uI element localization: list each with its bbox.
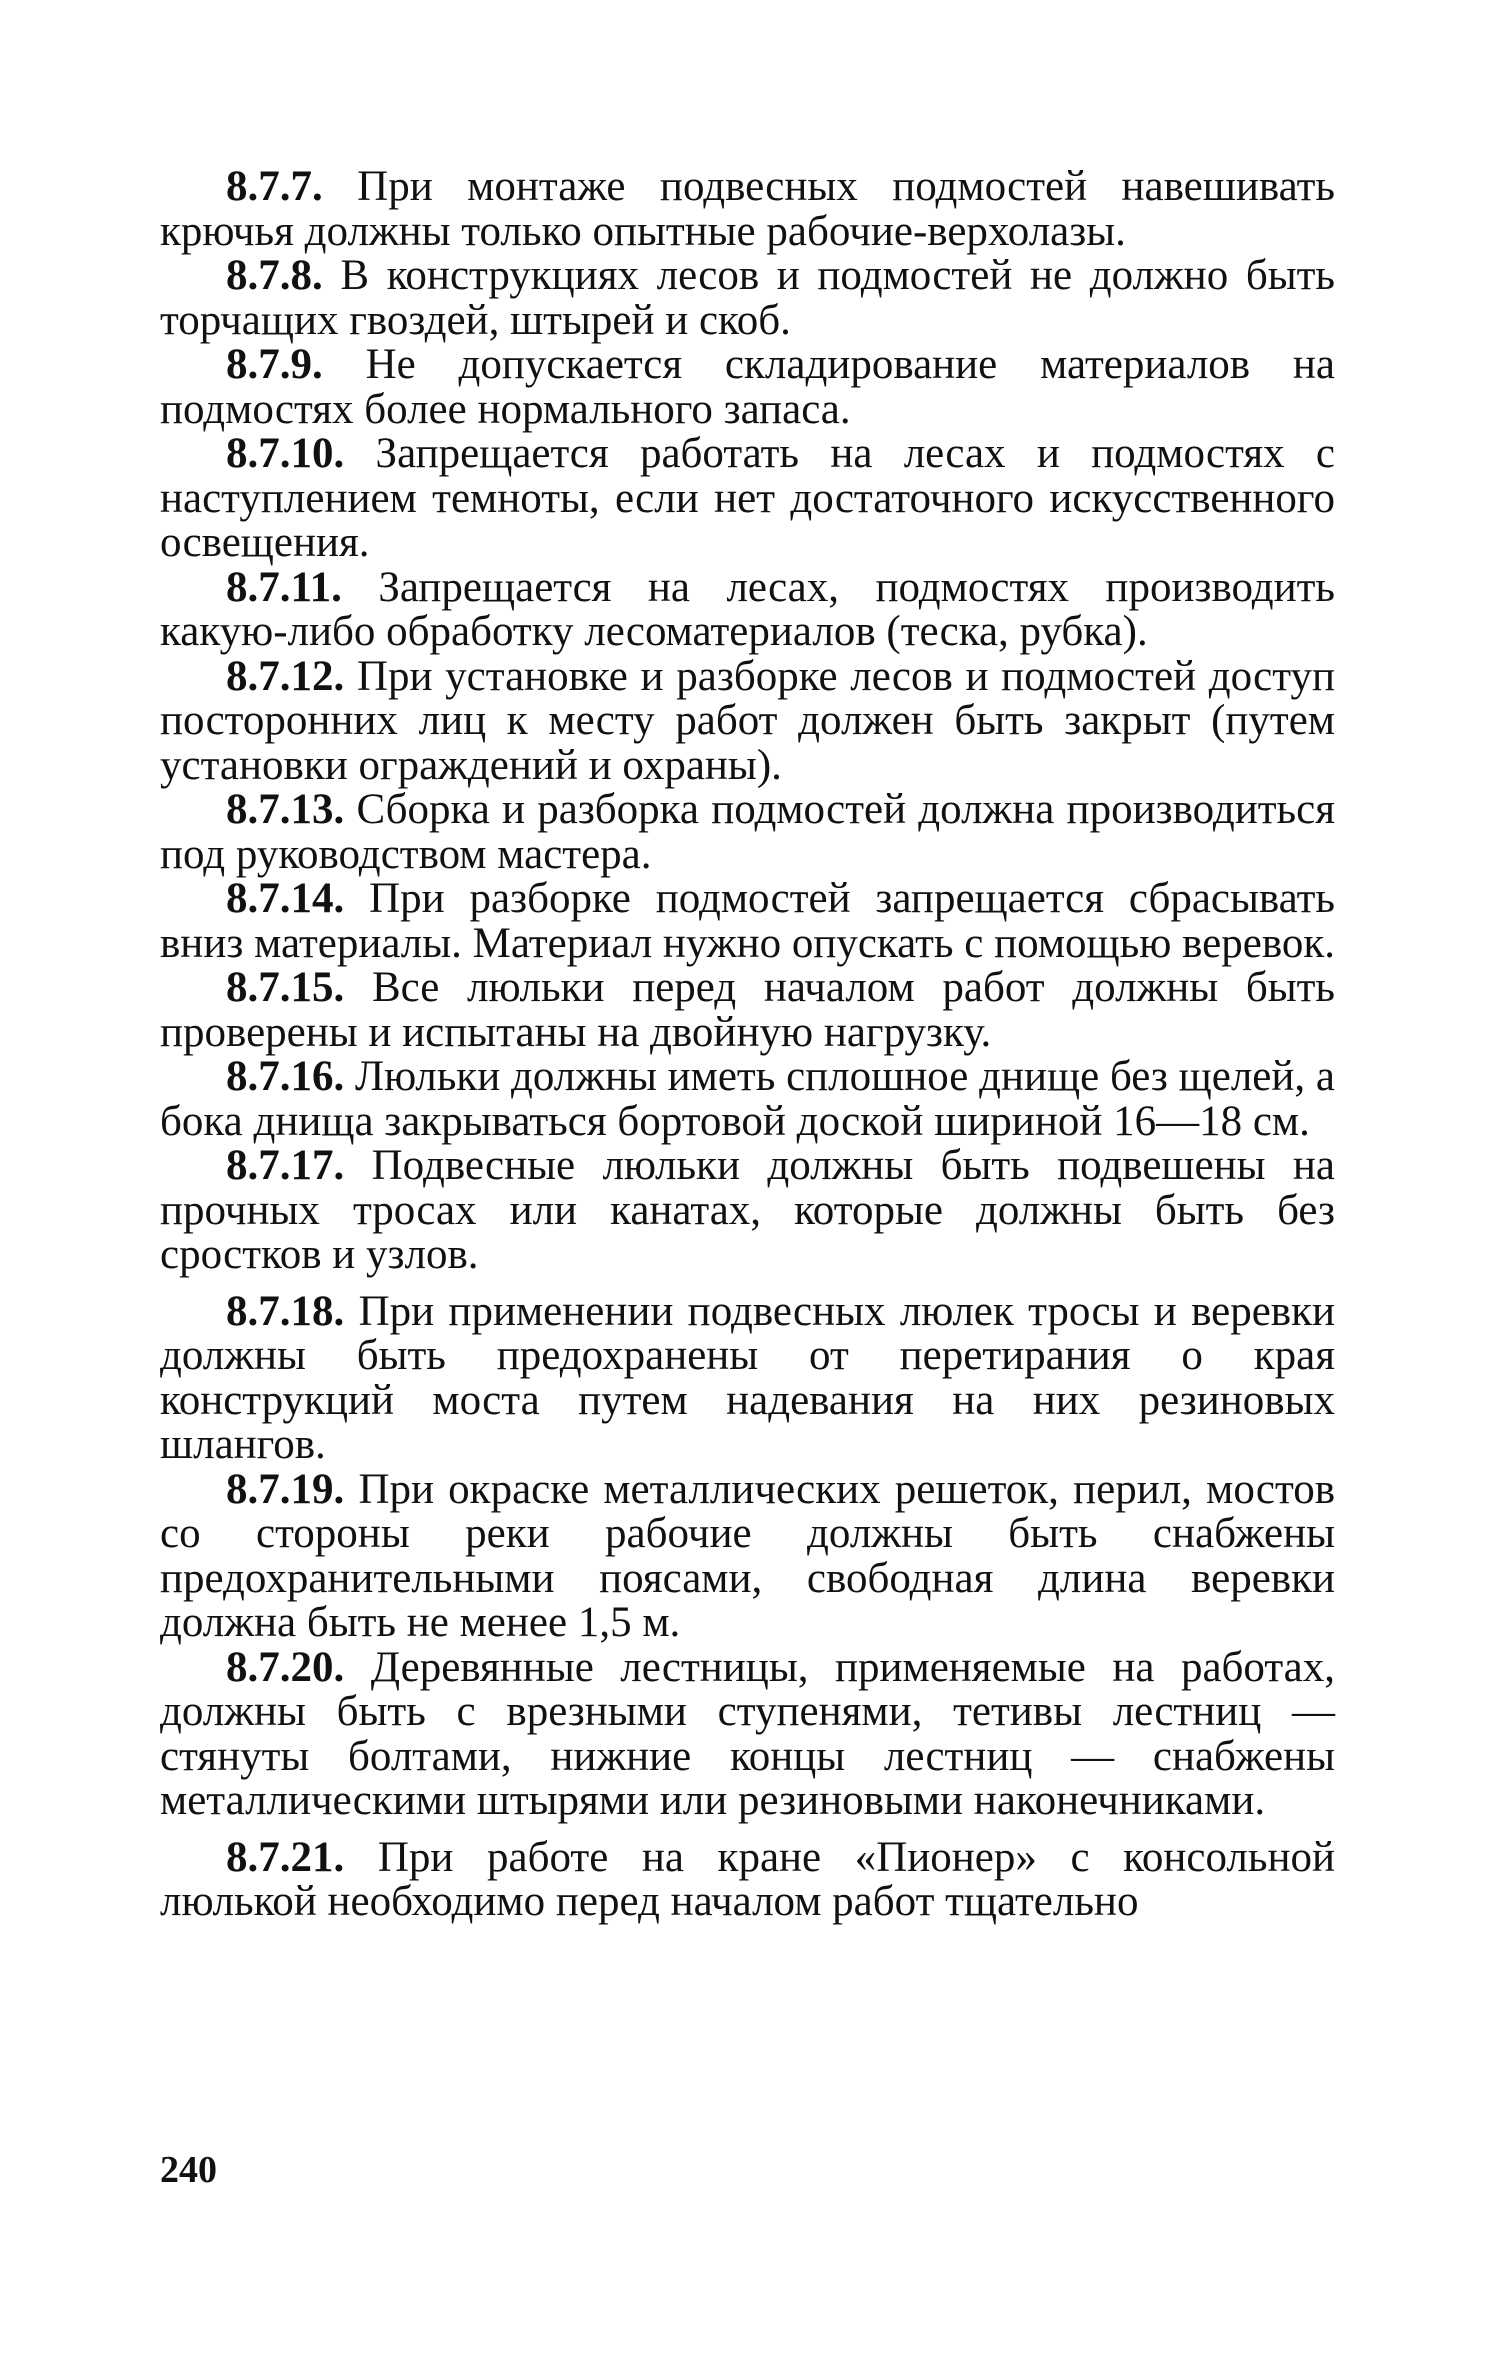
paragraph-number: 8.7.9. [226, 341, 323, 388]
paragraph-number: 8.7.21. [226, 1833, 345, 1881]
paragraph-number: 8.7.15. [226, 964, 345, 1011]
paragraph-8-7-10 [160, 432, 1335, 566]
paragraph-8-7-14 [160, 877, 1335, 966]
paragraph-8-7-18 [160, 1287, 1335, 1468]
paragraph-8-7-15 [160, 966, 1335, 1055]
paragraph-text: При работе на кране «Пионер» с консольной люлькой необходимо перед началом работ тщательно [160, 1833, 1335, 1925]
paragraph-number: 8.7.16. [226, 1053, 345, 1100]
page-number: 240 [160, 2149, 217, 2191]
paragraph-number: 8.7.14. [226, 875, 345, 922]
paragraph-8-7-8 [160, 254, 1335, 343]
paragraph-number: 8.7.20. [226, 1643, 345, 1691]
paragraph-8-7-21 [160, 1833, 1335, 1925]
paragraph-8-7-11 [160, 563, 1336, 655]
paragraph-text: Все люльки перед началом работ должны быть проверены и испытаны на двойную нагрузку. [160, 964, 1335, 1056]
paragraph-number: 8.7.10. [226, 430, 345, 477]
paragraph-text: Деревянные лестницы, применяемые на работах, должны быть с врезными ступенями, тетивы лестниц — стянуты болтами, нижние концы лестниц — снабжены металлическими штырями или резиновыми наконечниками. [160, 1643, 1335, 1824]
paragraph-number: 8.7.11. [226, 563, 342, 611]
paragraph-8-7-13 [160, 788, 1335, 877]
paragraph-text: При окраске металлических решеток, перил, мостов со стороны реки рабочие должны быть снабжены предохранительными поясами, свободная длина веревки должна быть не менее 1,5 м. [160, 1465, 1336, 1646]
paragraph-text: Запрещается на лесах, подмостях производить какую-либо обработку лесоматериалов (теска, рубка). [160, 563, 1336, 655]
paragraph-8-7-20 [160, 1643, 1335, 1824]
paragraph-8-7-17 [160, 1144, 1335, 1278]
paragraph-text: Подвесные люльки должны быть подвешены на прочных тросах или канатах, которые должны быть без сростков и узлов. [160, 1142, 1335, 1278]
paragraph-number: 8.7.19. [226, 1465, 345, 1513]
paragraph-text: Запрещается работать на лесах и подмостях с наступлением темноты, если нет достаточного искусственного освещения. [160, 430, 1336, 566]
paragraph-number: 8.7.18. [226, 1287, 345, 1335]
paragraph-text: Сборка и разборка подмостей должна производиться под руководством мастера. [160, 786, 1335, 878]
paragraph-8-7-12 [160, 652, 1335, 789]
paragraph-number: 8.7.8. [226, 252, 323, 299]
paragraph-number: 8.7.13. [226, 786, 345, 833]
paragraph-8-7-16 [160, 1055, 1335, 1144]
paragraph-text: В конструкциях лесов и подмостей не должно быть торчащих гвоздей, штырей и скоб. [160, 252, 1336, 344]
paragraph-text: При разборке подмостей запрещается сбрасывать вниз материалы. Материал нужно опускать с помощью веревок. [160, 875, 1336, 967]
paragraph-8-7-19 [160, 1465, 1336, 1646]
paragraph-text: Люльки должны иметь сплошное днище без щелей, а бока днища закрываться бортовой доской шириной 16—18 см. [160, 1053, 1335, 1145]
paragraph-8-7-9 [160, 343, 1335, 432]
paragraph-8-7-7 [160, 165, 1335, 254]
paragraph-text: При монтаже подвесных подмостей навешивать крючья должны только опытные рабочие-верхолазы. [160, 163, 1335, 255]
paragraph-text: При установке и разборке лесов и подмостей доступ посторонних лиц к месту работ должен быть закрыт (путем установки ограждений и охраны). [160, 652, 1335, 789]
page-body [160, 165, 1335, 1925]
paragraph-number: 8.7.7. [226, 163, 323, 210]
paragraph-text: При применении подвесных люлек тросы и веревки должны быть предохранены от перетирания о края конструкций моста путем надевания на них резиновых шлангов. [160, 1287, 1335, 1468]
paragraph-number: 8.7.17. [226, 1142, 345, 1189]
paragraph-number: 8.7.12. [226, 652, 345, 700]
paragraph-text: Не допускается складирование материалов на подмостях более нормального запаса. [160, 341, 1335, 433]
